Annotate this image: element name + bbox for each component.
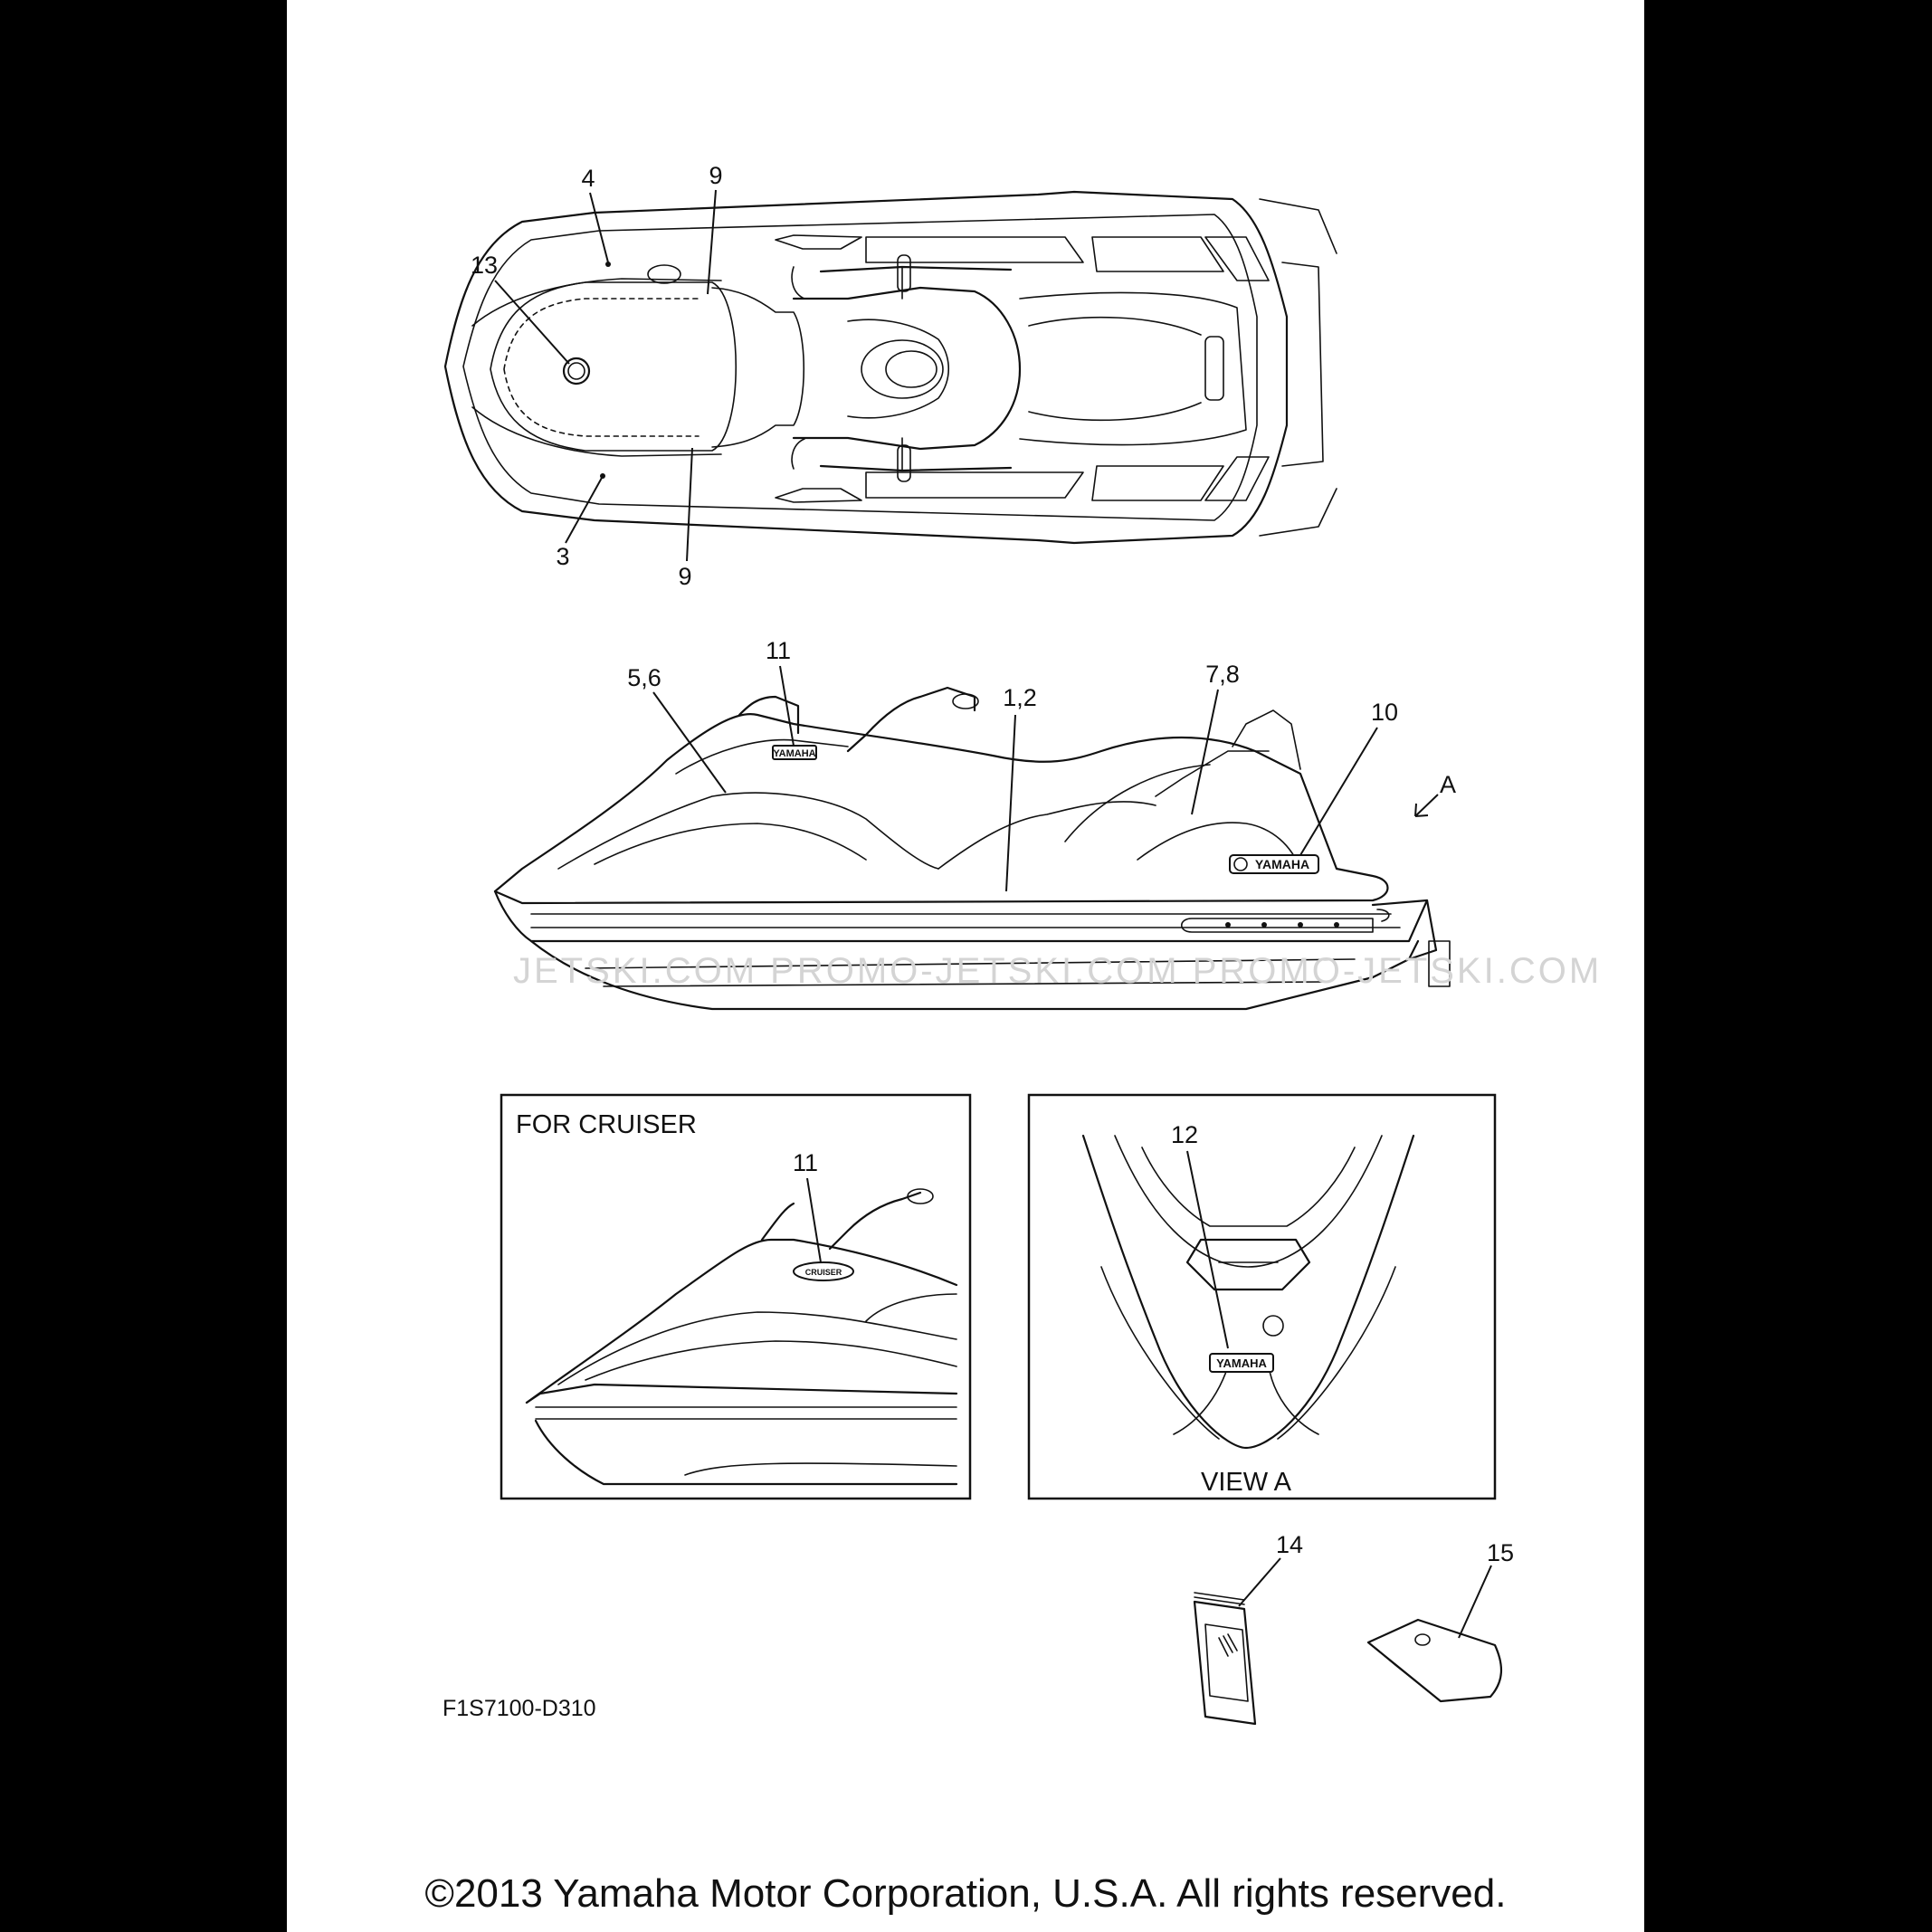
callout-15: 15 — [1486, 1539, 1515, 1566]
callout-10: 10 — [1370, 699, 1399, 726]
part-15-pouch — [1368, 1539, 1514, 1701]
view-a-box — [1029, 1095, 1495, 1499]
yamaha-badge-side — [773, 746, 816, 759]
view-a-arrow — [1415, 795, 1438, 816]
cruiser-badge — [794, 1262, 853, 1280]
svg-text:YAMAHA: YAMAHA — [773, 748, 816, 759]
for-cruiser-box — [501, 1095, 970, 1499]
callout-9-upper: 9 — [709, 162, 723, 189]
callout-11-cruiser: 11 — [792, 1149, 819, 1176]
callout-12: 12 — [1170, 1121, 1199, 1148]
top-view-watercraft — [445, 192, 1337, 543]
top-view-callouts — [471, 162, 723, 590]
copyright-notice: ©2013 Yamaha Motor Corporation, U.S.A. All rights reserved. — [424, 1871, 1507, 1916]
parts-diagram — [287, 0, 1644, 1932]
svg-text:CRUISER: CRUISER — [804, 1268, 842, 1277]
yamaha-badge-rear — [1230, 855, 1318, 873]
view-a-title: VIEW A — [1201, 1468, 1291, 1497]
callout-9-lower: 9 — [678, 563, 692, 590]
callout-11: 11 — [765, 637, 792, 664]
svg-text:YAMAHA: YAMAHA — [1254, 857, 1310, 871]
part-14-manual — [1194, 1531, 1303, 1724]
callout-3: 3 — [556, 543, 570, 570]
callout-4: 4 — [581, 165, 595, 192]
svg-text:YAMAHA: YAMAHA — [1216, 1356, 1267, 1370]
for-cruiser-title: FOR CRUISER — [516, 1110, 697, 1139]
callout-7-8: 7,8 — [1205, 661, 1240, 688]
view-a-label: A — [1439, 771, 1457, 798]
drawing-code: F1S7100-D310 — [443, 1696, 596, 1721]
callout-14: 14 — [1275, 1531, 1304, 1558]
yamaha-badge-view-a — [1210, 1354, 1273, 1372]
callout-5-6: 5,6 — [627, 664, 661, 691]
watermark: JETSKI.COM PROMO-JETSKI.COM PROMO-JETSKI.COM — [513, 951, 1603, 991]
diagram-sheet — [287, 0, 1644, 1932]
callout-1-2: 1,2 — [1003, 684, 1037, 711]
callout-13: 13 — [470, 252, 499, 279]
